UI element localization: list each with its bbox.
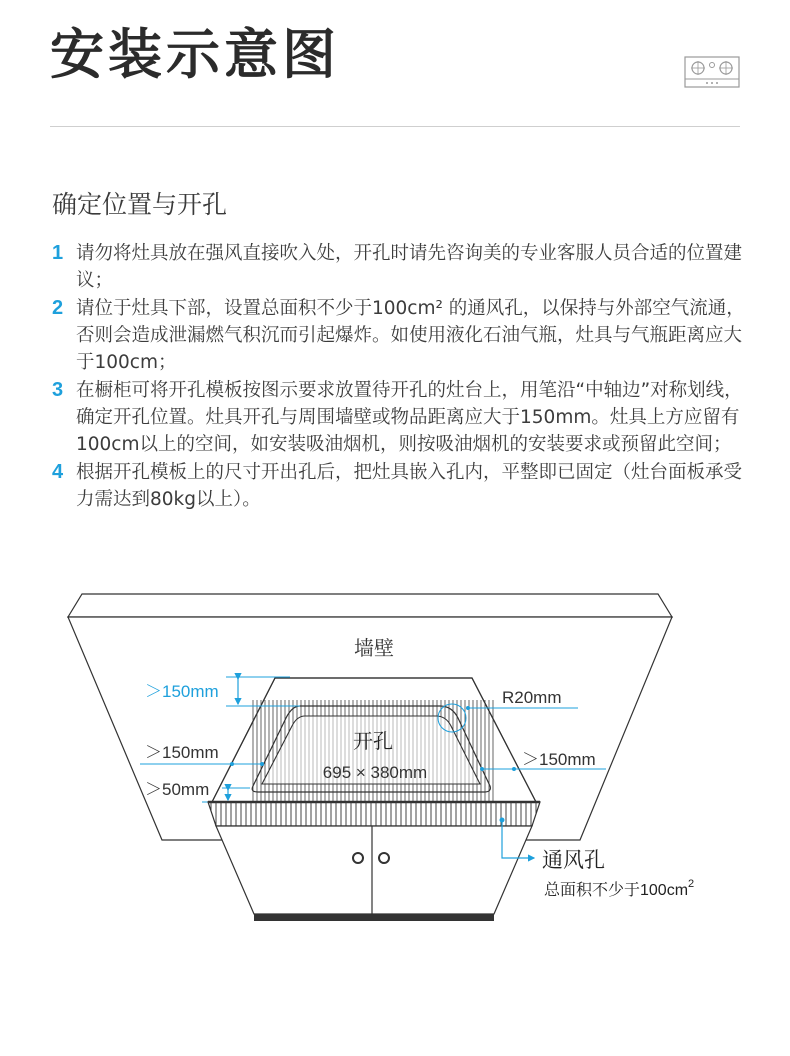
step-item [52,295,752,376]
vent-note: 总面积不少于$100cm^2$ [544,878,695,899]
installation-diagram [0,580,790,940]
step-text: 根据开孔模板上的尺寸开出孔后，把灶具嵌入孔内，平整即已固定（灶台面板承受力需达到80kg以上）。 [76,462,743,510]
dim-top-label: ＞150mm [145,682,219,701]
step-text: 在橱柜可将开孔模板按图示要求放置待开孔的灶台上，用笔沿“中轴边”对称划线，确定开孔位置。灶具开孔与周围墙壁或物品距离应大于150mm。灶具上方应留有100cm以上的空间，如安装吸油烟机，则按吸油烟机的安装要求或预留此空间； [76,380,743,455]
radius-label: R20mm [502,688,562,707]
section-title: 确定位置与开孔 [52,190,228,219]
step-number: 3 [52,379,64,401]
vent-label: 通风孔 [542,849,605,872]
dim-left-label: ＞150mm [145,743,219,762]
step-number: 1 [52,242,64,264]
hole-size: 695 × 380mm [322,763,428,782]
header-divider [50,126,740,127]
dim-right-label: ＞150mm [522,750,596,769]
gas-stove-icon [684,56,740,88]
cabinet-knob-icon [353,853,363,863]
step-item [52,377,752,458]
page-title: 安装示意图 [50,23,340,86]
step-text: 请勿将灶具放在强风直接吹入处，开孔时请先咨询美的专业客服人员合适的位置建议； [76,243,743,291]
step-number: 4 [52,461,64,483]
step-item [52,459,752,513]
dim-front-label: ＞50mm [145,780,210,799]
wall-label: 墙壁 [354,638,394,660]
hole-label: 开孔 [353,731,393,753]
cabinet [208,802,540,921]
cabinet-knob-icon [379,853,389,863]
step-item [52,240,752,294]
instruction-steps [52,240,752,513]
step-text: 请位于灶具下部，设置总面积不少于100cm² 的通风孔，以保持与外部空气流通，否则会造成泄漏燃气积沉而引起爆炸。如使用液化石油气瓶，灶具与气瓶距离应大于100cm； [76,298,745,373]
step-number: 2 [52,297,64,319]
